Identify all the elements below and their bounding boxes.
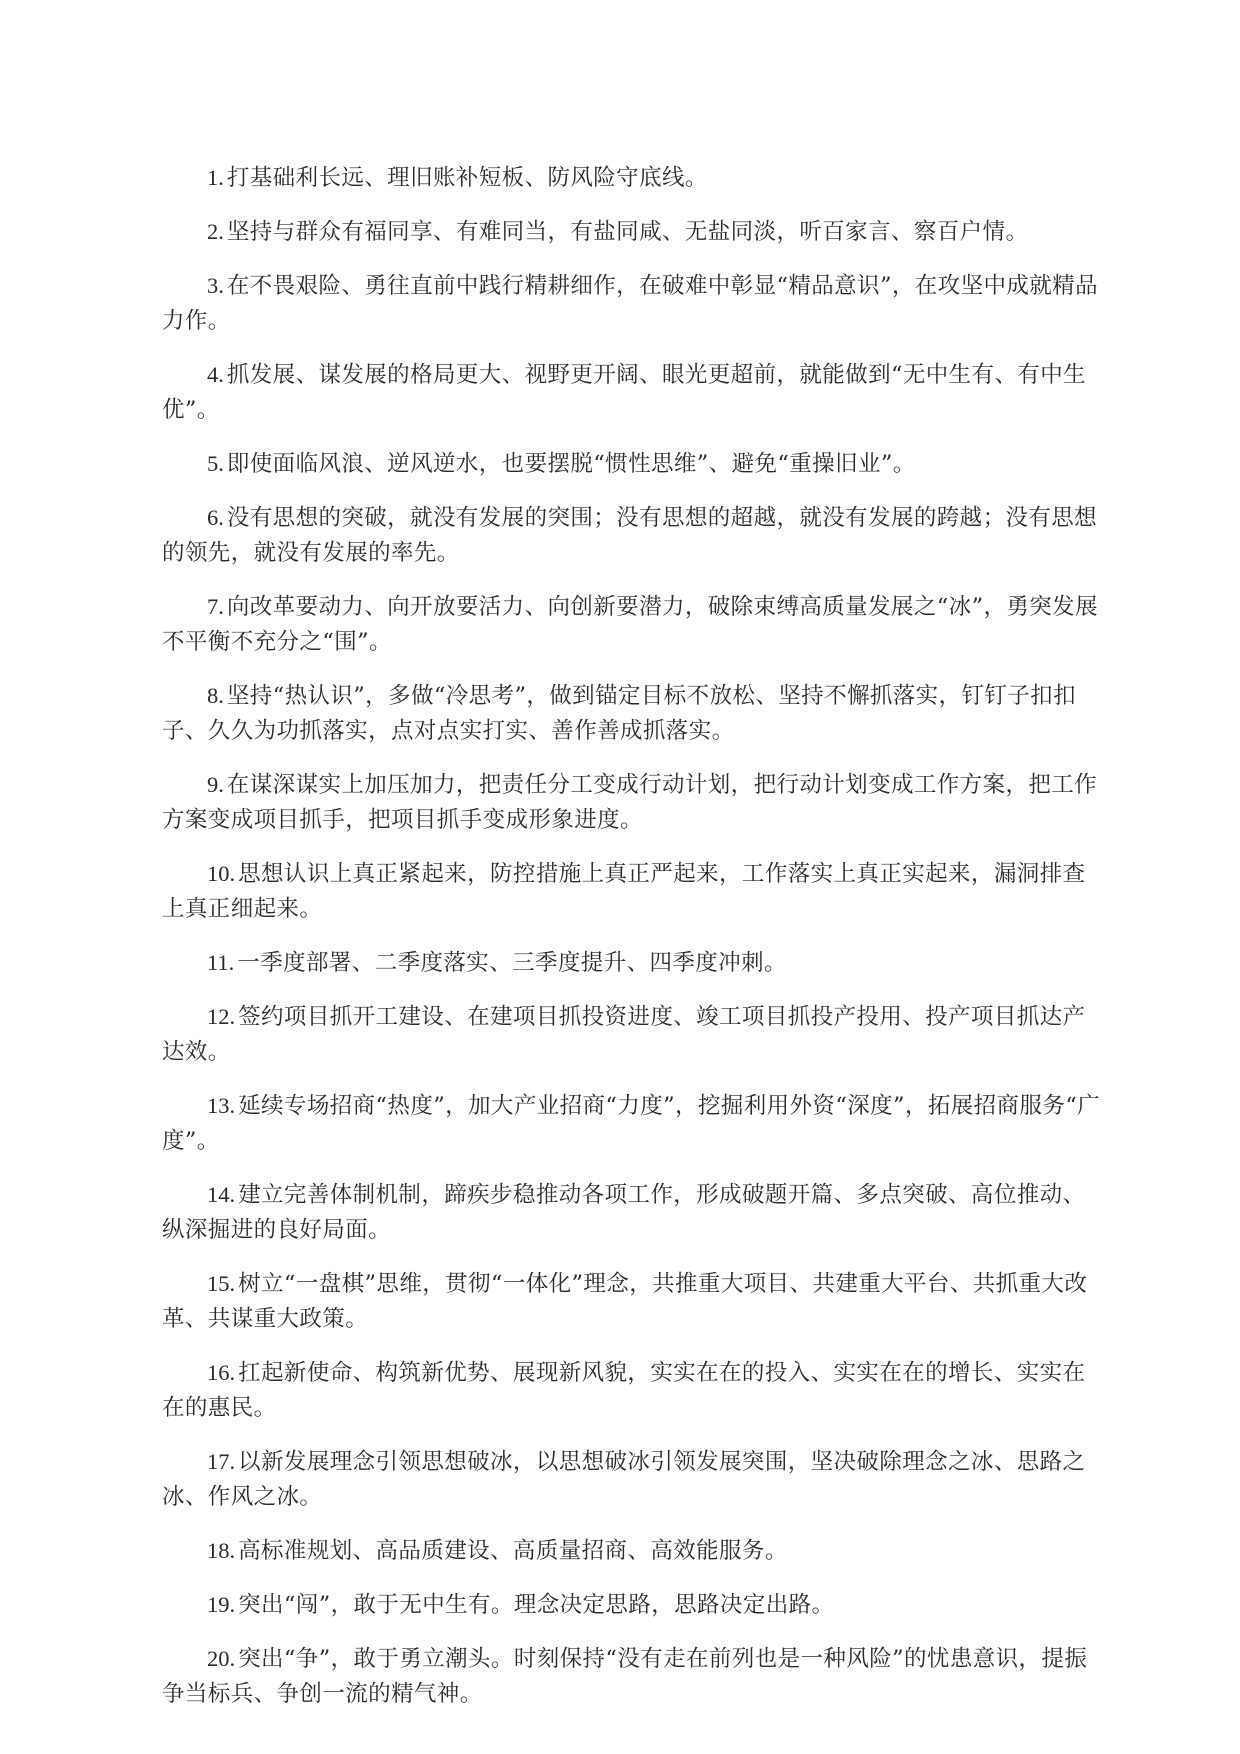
list-item xyxy=(162,1088,1102,1159)
list-item xyxy=(162,214,1102,250)
list-item xyxy=(162,767,1102,838)
item-number: 11. xyxy=(207,950,235,975)
list-item xyxy=(162,589,1102,660)
item-number: 12. xyxy=(207,1004,236,1029)
item-text: 即使面临风浪、逆风逆水，也要摆脱“惯性思维”、避免“重操旧业”。 xyxy=(226,451,916,477)
item-text: 建立完善体制机制，蹄疾步稳推动各项工作，形成破题开篇、多点突破、高位推动、纵深掘进的良好局面。 xyxy=(162,1182,1086,1243)
item-text: 延续专场招商“热度”，加大产业招商“力度”，挖掘利用外资“深度”，拓展招商服务“广度”。 xyxy=(162,1093,1101,1154)
item-number: 1. xyxy=(207,165,224,190)
item-text: 树立“一盘棋”思维，贯彻“一体化”理念，共推重大项目、共建重大平台、共抓重大改革、共谋重大政策。 xyxy=(162,1271,1088,1332)
item-text: 在谋深谋实上加压加力，把责任分工变成行动计划，把行动计划变成工作方案，把工作方案变成项目抓手，把项目抓手变成形象进度。 xyxy=(162,772,1098,833)
list-item xyxy=(162,1641,1102,1712)
item-number: 7. xyxy=(207,594,224,619)
item-text: 以新发展理念引领思想破冰，以思想破冰引领发展突围，坚决破除理念之冰、思路之冰、作风之冰。 xyxy=(162,1449,1086,1510)
list-item xyxy=(162,1177,1102,1248)
list-item xyxy=(162,1587,1102,1623)
item-text: 打基础利长远、理旧账补短板、防风险守底线。 xyxy=(226,165,708,191)
list-item xyxy=(162,678,1102,749)
item-number: 15. xyxy=(207,1271,236,1296)
item-text: 突出“争”，敢于勇立潮头。时刻保持“没有走在前列也是一种风险”的忧患意识，提振争当标兵、争创一流的精气神。 xyxy=(162,1646,1088,1707)
item-text: 没有思想的突破，就没有发展的突围；没有思想的超越，就没有发展的跨越；没有思想的领先，就没有发展的率先。 xyxy=(162,505,1098,566)
item-number: 14. xyxy=(207,1182,236,1207)
item-text: 坚持“热认识”，多做“冷思考”，做到锚定目标不放松、坚持不懈抓落实，钉钉子扣扣子、久久为功抓落实，点对点实打实、善作善成抓落实。 xyxy=(162,683,1076,744)
list-item xyxy=(162,1355,1102,1426)
list-item xyxy=(162,856,1102,927)
list-item xyxy=(162,160,1102,196)
item-text: 扛起新使命、构筑新优势、展现新风貌，实实在在的投入、实实在在的增长、实实在在的惠民。 xyxy=(162,1360,1086,1421)
list-item xyxy=(162,1533,1102,1569)
item-number: 2. xyxy=(207,219,224,244)
item-text: 突出“闯”，敢于无中生有。理念决定思路，思路决定出路。 xyxy=(238,1592,835,1618)
list-item xyxy=(162,446,1102,482)
list-item xyxy=(162,268,1102,339)
item-number: 9. xyxy=(207,772,224,797)
item-text: 在不畏艰险、勇往直前中践行精耕细作，在破难中彰显“精品意识”，在攻坚中成就精品力作。 xyxy=(162,273,1098,334)
item-number: 8. xyxy=(207,683,224,708)
list-item xyxy=(162,500,1102,571)
item-text: 一季度部署、二季度落实、三季度提升、四季度冲刺。 xyxy=(237,950,787,976)
item-number: 5. xyxy=(207,451,224,476)
item-text: 坚持与群众有福同享、有难同当，有盐同咸、无盐同淡，听百家言、察百户情。 xyxy=(226,219,1029,245)
item-number: 3. xyxy=(207,273,224,298)
item-text: 思想认识上真正紧起来，防控措施上真正严起来，工作落实上真正实起来，漏洞排查上真正细起来。 xyxy=(162,861,1086,922)
list-item xyxy=(162,1444,1102,1515)
item-text: 抓发展、谋发展的格局更大、视野更开阔、眼光更超前，就能做到“无中生有、有中生优”。 xyxy=(162,362,1087,423)
item-text: 向改革要动力、向开放要活力、向创新要潜力，破除束缚高质量发展之“冰”，勇突发展不平衡不充分之“围”。 xyxy=(162,594,1098,655)
item-text: 高标准规划、高品质建设、高质量招商、高效能服务。 xyxy=(238,1538,788,1564)
item-number: 20. xyxy=(207,1646,236,1671)
item-number: 16. xyxy=(207,1360,236,1385)
list-item xyxy=(162,945,1102,981)
item-number: 10. xyxy=(207,861,236,886)
item-number: 17. xyxy=(207,1449,236,1474)
list-item xyxy=(162,999,1102,1070)
item-number: 18. xyxy=(207,1538,236,1563)
list-item xyxy=(162,357,1102,428)
item-number: 4. xyxy=(207,362,224,387)
item-number: 13. xyxy=(207,1093,236,1118)
document-body xyxy=(162,160,1102,1730)
item-number: 6. xyxy=(207,505,224,530)
list-item xyxy=(162,1266,1102,1337)
item-number: 19. xyxy=(207,1592,236,1617)
item-text: 签约项目抓开工建设、在建项目抓投资进度、竣工项目抓投产投用、投产项目抓达产达效。 xyxy=(162,1004,1086,1065)
